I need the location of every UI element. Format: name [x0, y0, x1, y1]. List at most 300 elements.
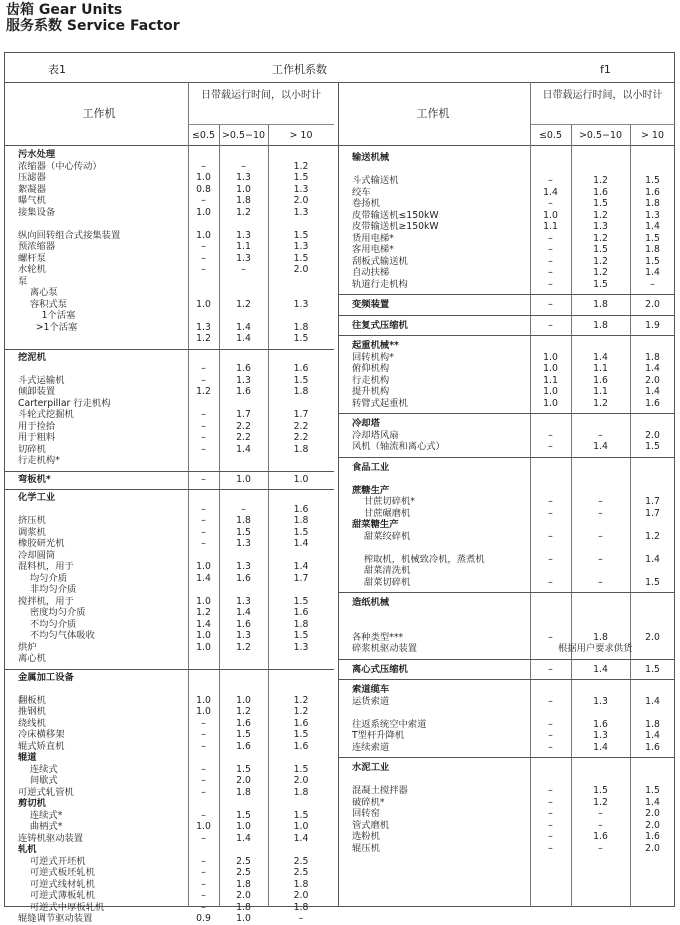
left-row-value: 1.2	[196, 386, 211, 397]
left-row-value: –	[201, 526, 206, 538]
left-row-value: –	[201, 515, 206, 526]
left-row-value: 1.5	[293, 630, 309, 641]
left-row-label: 螺杆泵	[18, 252, 46, 264]
left-row-label: 用于粗料	[18, 432, 56, 443]
left-row-value: –	[201, 195, 206, 206]
left-row-value: –	[201, 740, 206, 752]
right-row-label: 食品工业	[352, 461, 390, 473]
right-row-label: 冷却塔风扇	[352, 429, 399, 441]
left-row-label: 水轮机	[18, 264, 46, 275]
right-row-value: 1.2	[593, 796, 608, 808]
right-row-value: –	[548, 718, 553, 730]
left-row-value: 1.6	[236, 572, 251, 584]
left-row-value: 1.3	[293, 206, 309, 218]
right-row-value: 1.4	[645, 796, 660, 808]
left-row-label: 挤压机	[18, 515, 46, 526]
left-row-label: 弯板机*	[18, 473, 51, 485]
left-row-value: 1.6	[236, 717, 251, 729]
right-section-divider	[338, 413, 675, 414]
left-row-value: 1.0	[196, 172, 211, 183]
right-row-value: –	[548, 819, 553, 831]
right-row-value: 1.2	[593, 397, 608, 409]
right-row-value: 1.4	[645, 363, 660, 374]
left-row-value: 2.2	[293, 432, 309, 443]
left-header-c3: > 10	[289, 130, 313, 141]
left-row-value: –	[241, 160, 246, 172]
right-row-value: –	[548, 319, 553, 331]
left-row-label: 斗式运输机	[18, 374, 65, 386]
right-section-divider	[338, 757, 675, 758]
left-row-value: –	[201, 363, 206, 374]
left-row-value: 1.5	[293, 595, 309, 607]
right-row-label: 卷扬机	[352, 198, 380, 209]
left-row-label: 连铸机驱动装置	[18, 832, 84, 844]
left-row-value: –	[201, 729, 206, 740]
left-row-label: 污水处理	[18, 149, 56, 160]
right-row-label: 往返系统空中索道	[352, 718, 427, 730]
left-row-value: –	[201, 160, 206, 172]
left-row-value: 1.4	[293, 538, 309, 549]
left-row-value: 1.2	[293, 706, 309, 717]
right-row-value: 1.5	[645, 175, 660, 186]
right-row-value: 1.7	[645, 507, 660, 519]
right-row-value: 2.0	[645, 429, 660, 441]
left-row-label: 冷却圆筒	[18, 549, 56, 561]
left-row-value: 1.4	[236, 321, 251, 333]
left-row-value: 1.0	[196, 706, 211, 717]
right-row-value: 1.5	[645, 232, 660, 244]
right-row-value: –	[548, 299, 553, 310]
right-row-value: 1.5	[645, 255, 660, 267]
right-row-value: 1.4	[543, 186, 558, 198]
right-row-label: 水泥工业	[352, 762, 390, 773]
left-row-value: 1.8	[293, 618, 309, 630]
left-row-label: 接集设备	[18, 206, 56, 218]
left-row-label: 间歇式	[18, 775, 58, 786]
right-header-machine: 工作机	[416, 107, 450, 120]
right-row-label: 破碎机*	[352, 796, 385, 808]
left-row-label: 可逆式轧管机	[18, 786, 74, 798]
left-row-value: 1.0	[236, 913, 251, 924]
right-row-value: 1.5	[645, 576, 660, 588]
left-row-label: 化学工业	[18, 492, 56, 503]
right-row-value: 1.1	[593, 363, 608, 374]
left-row-value: 1.7	[236, 409, 251, 420]
left-row-label: 混料机，用于	[18, 561, 74, 572]
left-header-c2: >0.5−10	[221, 130, 266, 141]
right-row-value: 1.4	[645, 267, 660, 278]
left-header-c1: ≤0.5	[191, 130, 216, 141]
left-row-label: 离心泵	[18, 287, 58, 298]
left-row-label: 可逆式薄板轧机	[18, 890, 95, 901]
left-row-value: 1.3	[293, 298, 309, 310]
left-row-label: 搅拌机，用于	[18, 595, 74, 607]
right-row-value: 1.6	[593, 374, 608, 386]
left-row-label: 可逆式中厚板轧机	[18, 901, 105, 913]
left-row-label: 离心机	[18, 653, 46, 664]
right-row-value: –	[548, 785, 553, 796]
right-row-value: 1.4	[593, 663, 608, 675]
right-row-label: 管式磨机	[352, 819, 390, 831]
right-row-label: 货用电梯*	[352, 232, 394, 244]
left-row-value: 1.2	[196, 333, 211, 344]
right-row-value: 2.0	[645, 299, 660, 310]
left-row-value: 1.3	[236, 172, 251, 183]
left-row-value: 1.0	[196, 206, 211, 218]
left-row-value: 1.8	[293, 786, 309, 798]
left-row-label: 浓缩器（中心传动）	[18, 160, 102, 172]
left-row-value: 1.0	[196, 641, 211, 653]
left-row-value: 1.3	[196, 321, 211, 333]
right-row-value: –	[598, 530, 603, 542]
left-row-label: 推钢机	[18, 706, 46, 717]
left-section-divider	[4, 669, 334, 670]
left-row-value: 1.8	[293, 515, 309, 526]
left-row-value: 1.5	[293, 526, 309, 538]
right-row-label: 行走机构	[352, 374, 390, 386]
right-row-value: –	[548, 198, 553, 209]
right-row-label: 刮板式输送机	[352, 255, 408, 267]
right-row-label: 自动扶梯	[352, 267, 390, 278]
left-row-value: 1.0	[196, 561, 211, 572]
left-row-value: 1.8	[293, 901, 309, 913]
right-row-value: –	[548, 808, 553, 819]
left-row-value: 2.5	[236, 855, 251, 867]
left-row-value: 1.6	[293, 607, 309, 618]
left-row-value: 1.5	[293, 763, 309, 775]
left-row-value: 1.0	[293, 473, 309, 485]
left-row-value: 1.8	[293, 443, 309, 455]
right-section-divider	[338, 315, 675, 316]
left-row-label: 行走机构*	[18, 455, 60, 466]
left-row-label: >1个活塞	[18, 321, 78, 333]
left-row-value: –	[201, 901, 206, 913]
right-header-c2: >0.5−10	[578, 130, 623, 141]
right-row-value: –	[548, 576, 553, 588]
left-row-value: 1.8	[293, 878, 309, 890]
right-row-value: –	[548, 530, 553, 542]
left-row-value: –	[201, 717, 206, 729]
right-row-value: 2.0	[645, 374, 660, 386]
right-row-label: 连续索道	[352, 741, 390, 753]
left-row-value: 1.4	[236, 443, 251, 455]
right-row-value: 1.8	[593, 299, 608, 310]
right-row-value: 1.1	[593, 386, 608, 397]
left-row-value: 2.2	[293, 420, 309, 432]
right-row-label: 蔗糖生产	[352, 484, 390, 496]
left-section-divider	[4, 489, 334, 490]
right-row-value: 1.6	[645, 741, 660, 753]
table-factor: f1	[600, 63, 611, 76]
right-row-label: 起重机械**	[352, 340, 399, 351]
right-row-value: 2.0	[645, 819, 660, 831]
left-row-value: –	[201, 473, 206, 485]
left-row-value: 1.8	[236, 878, 251, 890]
right-row-value: 1.5	[645, 663, 660, 675]
right-section-divider	[338, 592, 675, 593]
left-row-value: 2.0	[293, 195, 309, 206]
right-row-value: –	[598, 429, 603, 441]
right-row-value: –	[548, 730, 553, 741]
left-row-label: 密度均匀介质	[18, 607, 86, 618]
left-row-value: –	[241, 503, 246, 515]
right-row-value: 1.0	[543, 397, 558, 409]
right-row-label: 客用电梯*	[352, 244, 394, 255]
left-row-value: 1.0	[196, 298, 211, 310]
left-section-divider	[4, 471, 334, 472]
left-row-value: 1.2	[236, 706, 251, 717]
left-row-value: 1.5	[293, 333, 309, 344]
right-row-value: 1.0	[543, 351, 558, 363]
right-row-label: 碎浆机驱动装置	[352, 643, 418, 654]
left-row-value: 1.3	[236, 374, 251, 386]
right-row-label: 回转窑	[352, 808, 380, 819]
left-section-divider	[4, 349, 334, 350]
right-row-value: –	[598, 808, 603, 819]
left-row-label: 可逆式线材轧机	[18, 878, 95, 890]
left-row-value: –	[201, 241, 206, 252]
right-row-value: 1.2	[593, 175, 608, 186]
left-row-value: 1.3	[236, 252, 251, 264]
left-row-label: 轧机	[18, 844, 37, 855]
right-row-value: –	[598, 496, 603, 507]
right-row-value: 1.2	[593, 267, 608, 278]
left-row-label: 不均匀介质	[18, 618, 77, 630]
header-divider-right	[338, 145, 675, 146]
right-row-value: 1.8	[593, 631, 608, 643]
right-col-line-2	[630, 124, 631, 907]
left-row-label: 用于捡拾	[18, 420, 56, 432]
right-row-label: 甘蔗碾磨机	[352, 507, 411, 519]
left-row-label: 金属加工设备	[18, 671, 74, 683]
right-row-label: 绞车	[352, 186, 371, 198]
left-row-value: 1.3	[236, 595, 251, 607]
left-row-value: 1.0	[236, 183, 251, 195]
right-row-value: –	[548, 244, 553, 255]
left-row-value: 1.5	[293, 172, 309, 183]
left-row-label: 倾卸装置	[18, 386, 56, 397]
left-row-value: 1.0	[196, 821, 211, 832]
left-row-value: 0.9	[196, 913, 211, 924]
left-row-value: 1.6	[293, 740, 309, 752]
right-row-label: 甜菜糖生产	[352, 519, 399, 530]
left-row-value: 1.4	[293, 832, 309, 844]
left-row-value: 1.5	[293, 229, 309, 241]
left-row-label: 纵向回转组合式接集装置	[18, 229, 121, 241]
right-row-value: –	[548, 267, 553, 278]
right-header-c1: ≤0.5	[538, 130, 563, 141]
right-col-line-1	[571, 124, 572, 907]
left-row-value: –	[201, 890, 206, 901]
left-row-value: 1.5	[293, 252, 309, 264]
right-row-value: 1.2	[593, 255, 608, 267]
left-row-value: 1.3	[293, 183, 309, 195]
left-col-line-2	[268, 124, 269, 907]
right-row-value: –	[548, 663, 553, 675]
right-row-value: –	[548, 278, 553, 290]
right-row-value: 1.4	[645, 695, 660, 707]
right-row-value: –	[548, 831, 553, 842]
left-row-label: 调浆机	[18, 526, 46, 538]
left-row-label: 曲柄式*	[18, 821, 63, 832]
right-row-value: 1.5	[593, 278, 608, 290]
left-row-value: 1.0	[236, 694, 251, 706]
right-row-value: 1.0	[543, 386, 558, 397]
left-row-value: 1.1	[236, 241, 251, 252]
left-row-label: 烘炉	[18, 641, 37, 653]
right-row-label: 甘蔗切碎机*	[352, 496, 415, 507]
left-row-value: 1.2	[293, 694, 309, 706]
left-row-value: 1.0	[196, 694, 211, 706]
right-row-label: 运货索道	[352, 695, 390, 707]
left-row-label: 挖泥机	[18, 351, 46, 363]
right-hours-underline	[530, 124, 675, 125]
right-row-value: 1.0	[543, 209, 558, 221]
left-row-value: –	[201, 420, 206, 432]
right-row-value: 1.5	[593, 244, 608, 255]
left-row-label: Carterpillar 行走机构	[18, 397, 111, 409]
right-row-note: 根据用户要求供货	[558, 643, 633, 654]
left-row-label: 1个活塞	[18, 310, 76, 321]
right-section-divider	[338, 335, 675, 336]
right-row-label: 造纸机械	[352, 597, 390, 608]
left-row-label: 容积式泵	[18, 298, 68, 310]
right-row-value: 1.4	[593, 441, 608, 452]
left-row-value: 1.6	[293, 717, 309, 729]
right-row-label: 俯仰机构	[352, 363, 390, 374]
right-row-label: 混凝土搅拌器	[352, 785, 408, 796]
right-row-label: T型杆升降机	[352, 730, 405, 741]
left-row-value: 2.0	[293, 890, 309, 901]
left-row-value: –	[201, 878, 206, 890]
right-row-value: 1.6	[645, 397, 660, 409]
left-row-label: 橡胶研光机	[18, 538, 65, 549]
left-row-value: 1.6	[293, 363, 309, 374]
left-row-value: 1.4	[293, 561, 309, 572]
right-row-label: 提升机构	[352, 386, 390, 397]
left-row-label: 可逆式开坯机	[18, 855, 86, 867]
left-row-value: 1.5	[293, 374, 309, 386]
left-row-value: 1.3	[293, 241, 309, 252]
left-row-value: 2.0	[236, 890, 251, 901]
right-row-value: 1.3	[593, 221, 608, 232]
header-divider-left	[4, 145, 338, 146]
right-section-divider	[338, 294, 675, 295]
left-row-value: 1.4	[236, 607, 251, 618]
left-row-label: 绕线机	[18, 717, 46, 729]
right-row-value: 1.5	[645, 785, 660, 796]
right-row-label: 甜菜清洗机	[352, 565, 411, 576]
right-row-label: 冷却塔	[352, 418, 380, 429]
right-row-value: –	[598, 842, 603, 854]
left-col-line-1	[219, 124, 220, 907]
header-title-line1: 齿箱 Gear Units	[6, 2, 123, 18]
left-row-value: 1.7	[293, 572, 309, 584]
left-row-value: 1.3	[293, 641, 309, 653]
right-row-value: 1.4	[593, 741, 608, 753]
right-row-value: 1.3	[645, 209, 660, 221]
left-row-label: 不均匀气体吸收	[18, 630, 95, 641]
left-row-label: 辊道	[18, 752, 37, 763]
left-row-value: 2.5	[236, 867, 251, 878]
right-row-label: 榨取机，机械致冷机，蒸煮机	[352, 553, 485, 565]
right-row-value: –	[548, 553, 553, 565]
right-row-value: 1.2	[593, 209, 608, 221]
right-row-value: 1.6	[645, 831, 660, 842]
left-row-value: 1.2	[236, 298, 251, 310]
right-header-c3: > 10	[640, 130, 665, 141]
left-row-value: 1.0	[236, 473, 251, 485]
right-row-label: 索道缆车	[352, 684, 390, 695]
right-row-label: 往复式压缩机	[352, 319, 408, 331]
left-row-value: 1.6	[293, 503, 309, 515]
right-row-label: 转臂式起重机	[352, 397, 408, 409]
right-row-value: 1.9	[645, 319, 660, 331]
center-divider	[338, 82, 339, 907]
left-row-value: 1.6	[236, 618, 251, 630]
right-section-divider	[338, 679, 675, 680]
left-row-value: 2.0	[236, 775, 251, 786]
right-header-hours: 日带载运行时间，以小时计	[542, 90, 663, 101]
left-row-value: 1.8	[236, 786, 251, 798]
left-row-value: –	[201, 809, 206, 821]
left-row-value: 1.6	[236, 386, 251, 397]
left-row-value: –	[201, 432, 206, 443]
right-row-label: 变频装置	[352, 299, 390, 310]
right-row-value: 1.2	[593, 232, 608, 244]
left-header-machine: 工作机	[82, 107, 116, 120]
left-row-value: 1.6	[236, 740, 251, 752]
right-row-value: –	[598, 819, 603, 831]
left-row-value: 1.5	[236, 809, 251, 821]
left-row-value: 1.3	[236, 630, 251, 641]
left-row-label: 剪切机	[18, 798, 46, 809]
right-row-value: 1.8	[645, 198, 660, 209]
right-row-value: 1.8	[645, 718, 660, 730]
left-row-value: –	[201, 786, 206, 798]
right-section-divider	[338, 659, 675, 660]
left-row-value: 1.2	[196, 607, 211, 618]
left-row-value: 1.4	[236, 832, 251, 844]
left-hours-underline	[188, 124, 334, 125]
right-row-label: 斗式输送机	[352, 175, 399, 186]
right-row-value: –	[548, 695, 553, 707]
right-row-value: –	[548, 441, 553, 452]
left-row-label: 可逆式板坯轧机	[18, 867, 95, 878]
left-row-label: 曝气机	[18, 195, 46, 206]
left-row-value: 1.5	[236, 526, 251, 538]
left-row-value: 1.5	[236, 729, 251, 740]
left-row-value: –	[201, 763, 206, 775]
right-row-value: 1.7	[645, 496, 660, 507]
left-row-value: –	[201, 374, 206, 386]
left-row-label: 冷床横移架	[18, 729, 65, 740]
right-row-value: 1.8	[593, 319, 608, 331]
right-row-value: –	[548, 496, 553, 507]
right-row-value: 1.6	[593, 186, 608, 198]
left-row-label: 非均匀介质	[18, 584, 77, 595]
left-header-hours: 日带载运行时间，以小时计	[201, 90, 321, 101]
right-row-value: 1.8	[645, 244, 660, 255]
left-row-value: –	[201, 252, 206, 264]
right-row-value: –	[548, 507, 553, 519]
right-row-value: –	[548, 741, 553, 753]
left-row-value: –	[201, 775, 206, 786]
left-row-value: –	[201, 503, 206, 515]
left-row-value: –	[201, 409, 206, 420]
right-col-line-0	[530, 82, 531, 907]
left-row-value: –	[201, 538, 206, 549]
